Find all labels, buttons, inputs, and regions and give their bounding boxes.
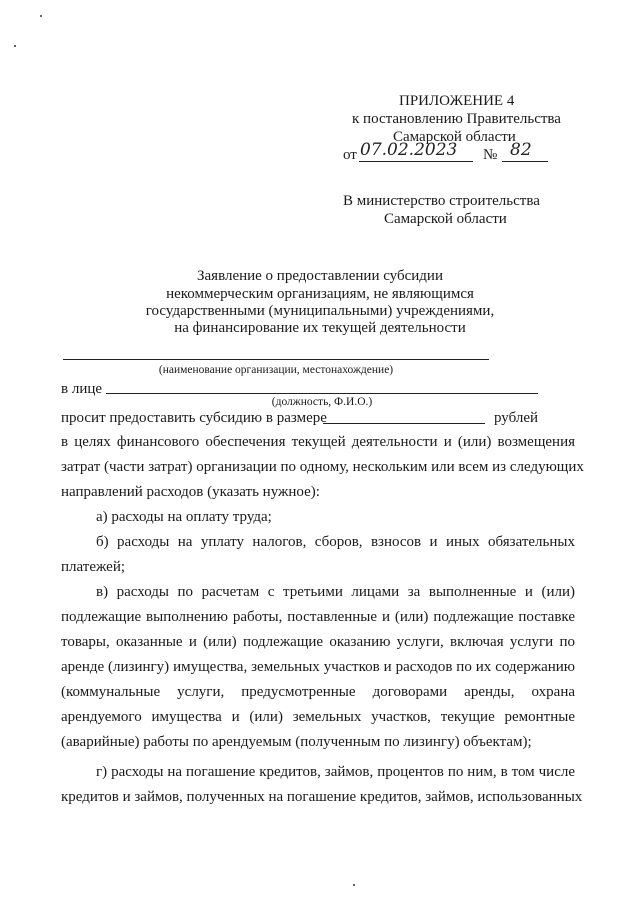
item-b-line-2: платежей;: [61, 559, 126, 575]
item-v-line-4: аренде (лизингу) имущества, земельных участков и расходов по их содержанию: [61, 659, 575, 675]
item-v-line-5: (коммунальные услуги, предусмотренные договорами аренды, охрана: [61, 684, 575, 700]
representative-field[interactable]: [106, 393, 538, 394]
intro-line-1: в целях финансового обеспечения текущей деятельности и (или) возмещения: [61, 434, 575, 450]
scan-speck: [40, 15, 42, 17]
title-line-3: государственными (муниципальными) учреждениями,: [145, 303, 495, 319]
appendix-region-line: Самарской области: [393, 129, 516, 145]
item-v-line-1: в) расходы по расчетам с третьими лицами за выполненные и (или): [96, 584, 575, 600]
appendix-decree-line: к постановлению Правительства: [352, 111, 561, 127]
title-line-1: Заявление о предоставлении субсидии: [197, 268, 443, 284]
item-v-line-7: (аварийные) работы по арендуемым (полученным по лизингу) объектам);: [61, 734, 532, 750]
item-g-line-1: г) расходы на погашение кредитов, займов, процентов по ним, в том числе: [96, 764, 575, 780]
position-caption: (должность, Ф.И.О.): [271, 396, 373, 408]
appendix-title: ПРИЛОЖЕНИЕ 4: [399, 93, 515, 109]
scan-speck: [353, 884, 355, 886]
currency-label: рублей: [494, 410, 539, 426]
intro-line-2: затрат (части затрат) организации по одному, нескольким или всем из следующих: [61, 459, 584, 475]
scan-speck: [14, 45, 16, 47]
subsidy-request-label: просит предоставить субсидию в размере: [61, 410, 327, 426]
intro-line-3: направлений расходов (указать нужное):: [61, 484, 320, 500]
number-prefix: №: [483, 147, 498, 163]
in-person-label: в лице: [61, 381, 103, 397]
date-underline: [359, 161, 473, 162]
title-line-4: на финансирование их текущей деятельности: [174, 320, 466, 336]
item-v-line-3: товары, оказанные и (или) подлежащие оказанию услуги, включая услуги по: [61, 634, 575, 650]
organization-name-field[interactable]: [63, 359, 489, 360]
number-underline: [502, 161, 548, 162]
date-handwritten: 07.02.2023: [360, 140, 458, 160]
date-prefix: от: [343, 147, 357, 163]
addressee-line-2: Самарской области: [384, 211, 507, 227]
item-g-line-2: кредитов и займов, полученных на погашение кредитов, займов, использованных: [61, 789, 583, 805]
title-line-2: некоммерческим организациям, не являющимся: [166, 286, 474, 302]
organization-caption: (наименование организации, местонахождение): [158, 364, 394, 376]
number-handwritten: 82: [510, 140, 532, 160]
subsidy-amount-field[interactable]: [323, 423, 485, 424]
addressee-line-1: В министерство строительства: [343, 193, 540, 209]
item-v-line-6: арендуемого имущества и (или) земельных участков, текущие ремонтные: [61, 709, 575, 725]
item-a: а) расходы на оплату труда;: [96, 509, 272, 525]
item-b-line-1: б) расходы на уплату налогов, сборов, взносов и иных обязательных: [96, 534, 575, 550]
item-v-line-2: подлежащие выполнению работы, поставленные и (или) подлежащие поставке: [61, 609, 575, 625]
